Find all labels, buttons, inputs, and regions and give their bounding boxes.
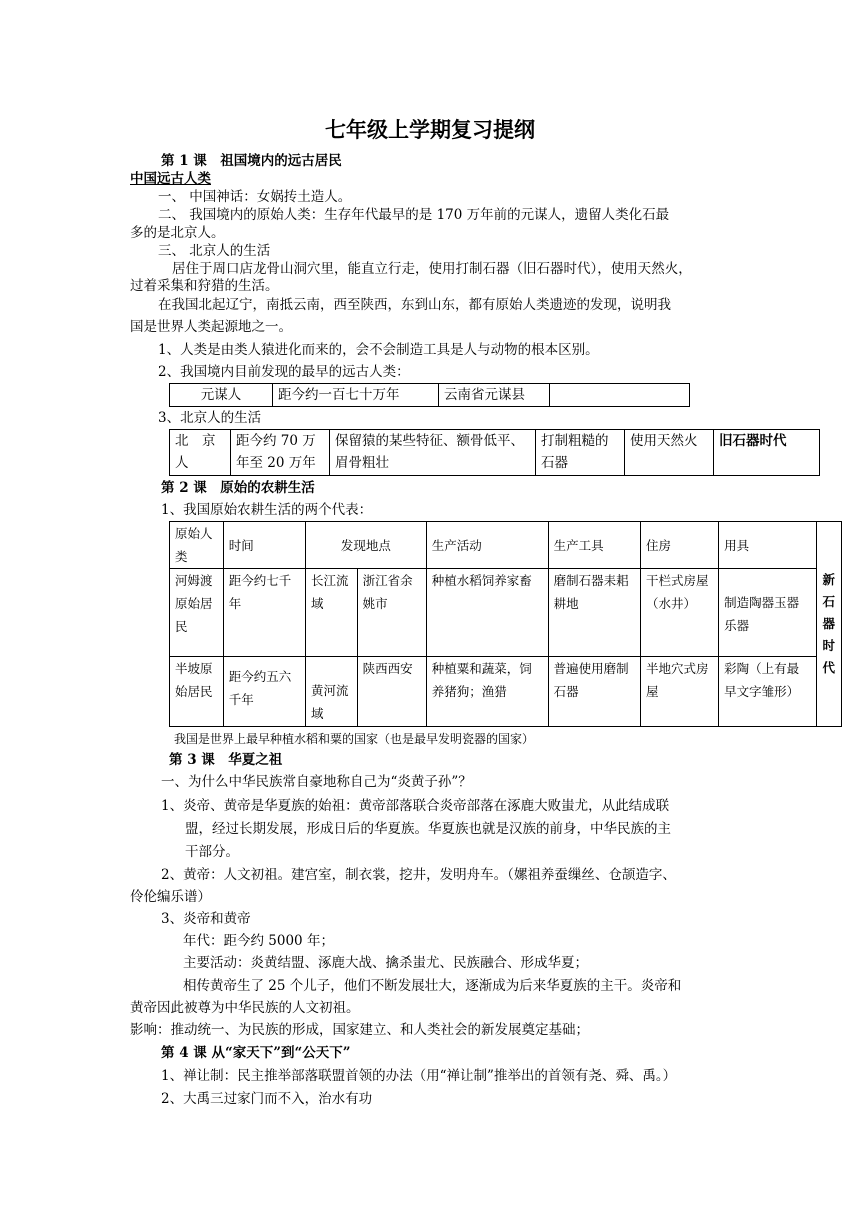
- farming-table: [169, 521, 842, 727]
- paragraph: 三、 北京人的生活: [158, 243, 271, 259]
- lesson1-heading: 第 1 课 祖国境内的远古居民: [161, 153, 342, 169]
- table-header: 住房: [640, 522, 718, 569]
- paragraph: 国是世界人类起源地之一。: [130, 319, 292, 335]
- era-cell: 新石器时代: [816, 522, 841, 727]
- paragraph: 干部分。: [185, 844, 239, 860]
- table-cell: 制造陶器玉器乐器: [719, 569, 816, 657]
- section-subheading: 中国远古人类: [130, 171, 211, 187]
- table-note: 我国是世界上最早种植水稻和粟的国家（也是最早发明瓷器的国家）: [174, 732, 535, 746]
- page-title: 七年级上学期复习提纲: [325, 117, 535, 142]
- paragraph: 一、 中国神话：女娲抟土造人。: [158, 189, 352, 205]
- table-cell: 干栏式房屋（水井）: [640, 569, 718, 657]
- table-cell: 元谋人: [170, 384, 273, 407]
- table-cell: [550, 384, 690, 407]
- table-cell: 黄河流域: [306, 657, 358, 727]
- table-cell: 彩陶（上有最早文字雏形）: [719, 657, 816, 727]
- paragraph: 1、炎帝、黄帝是华夏族的始祖：黄帝部落联合炎帝部落在涿鹿大败蚩尤，从此结成联: [161, 798, 670, 814]
- paragraph: 一、为什么中华民族常自豪地称自己为“炎黄子孙”？: [161, 774, 472, 790]
- table-cell: 浙江省余姚市: [357, 569, 426, 657]
- beijing-man-table: [169, 429, 820, 476]
- table-cell: 距今约 70 万年至 20 万年: [231, 430, 330, 476]
- paragraph: 影响：推动统一、为民族的形成，国家建立、和人类社会的新发展奠定基础；: [130, 1022, 589, 1038]
- lesson2-heading: 第 2 课 原始的农耕生活: [161, 480, 315, 496]
- paragraph: 过着采集和狩猎的生活。: [130, 278, 279, 294]
- table-cell: 北 京人: [170, 430, 231, 476]
- table-cell: 种植水稻饲养家畜: [426, 569, 548, 657]
- table-cell: 种植粟和蔬菜，饲养猪狗；渔猎: [426, 657, 548, 727]
- paragraph: 2、黄帝：人文初祖。建宫室，制衣裳，挖井，发明舟车。（嫘祖养蚕缫丝、仓颉造字、: [161, 867, 676, 883]
- table-cell: 半地穴式房屋: [640, 657, 718, 727]
- paragraph: 2、我国境内目前发现的最早的远古人类：: [158, 364, 410, 380]
- paragraph: 居住于周口店龙骨山洞穴里，能直立行走，使用打制石器（旧石器时代），使用天然火，: [172, 261, 692, 277]
- table-cell: 距今约五六千年: [223, 657, 305, 727]
- table-cell: 普遍使用磨制石器: [548, 657, 640, 727]
- paragraph: 3、北京人的生活: [158, 410, 262, 426]
- table-cell: 旧石器时代: [714, 430, 820, 476]
- paragraph: 二、 我国境内的原始人类：生存年代最早的是 170 万年前的元谋人，遗留人类化石最: [158, 207, 670, 223]
- table-cell: 陕西西安: [357, 657, 426, 727]
- lesson3-heading: 第 3 课 华夏之祖: [169, 752, 283, 768]
- paragraph: 主要活动：炎黄结盟、涿鹿大战、擒杀蚩尤、民族融合、形成华夏；: [183, 955, 588, 971]
- paragraph: 在我国北起辽宁，南抵云南，西至陕西，东到山东，都有原始人类遗迹的发现，说明我: [158, 297, 671, 313]
- table-cell: 云南省元谋县: [439, 384, 550, 407]
- paragraph: 黄帝因此被尊为中华民族的人文初祖。: [130, 1000, 360, 1016]
- table-header: 发现地点: [306, 522, 427, 569]
- paragraph: 伶伦编乐谱）: [130, 889, 211, 905]
- table-header: 生产活动: [426, 522, 548, 569]
- paragraph: 盟，经过长期发展，形成日后的华夏族。华夏族也就是汉族的前身，中华民族的主: [185, 821, 671, 837]
- table-header: 时间: [223, 522, 305, 569]
- table-cell: 距今约一百七十万年: [273, 384, 439, 407]
- table-cell: 打制粗糙的石器: [536, 430, 625, 476]
- table-cell: 使用天然火: [625, 430, 714, 476]
- table-header: 生产工具: [548, 522, 640, 569]
- table-cell: 河姆渡原始居民: [170, 569, 224, 657]
- table-cell: 半坡原始居民: [170, 657, 224, 727]
- lesson4-heading: 第 4 课 从“家天下”到“公天下”: [161, 1045, 351, 1061]
- paragraph: 1、我国原始农耕生活的两个代表：: [161, 502, 373, 518]
- yuanmou-table: [169, 383, 690, 407]
- paragraph: 年代：距今约 5000 年；: [183, 933, 334, 949]
- paragraph: 2、大禹三过家门而不入，治水有功: [161, 1091, 373, 1107]
- paragraph: 1、人类是由类人猿进化而来的，会不会制造工具是人与动物的根本区别。: [158, 342, 599, 358]
- paragraph: 相传黄帝生了 25 个儿子，他们不断发展壮大，逐渐成为后来华夏族的主干。炎帝和: [183, 978, 682, 994]
- table-header: 原始人类: [170, 522, 224, 569]
- table-cell: 长江流域: [306, 569, 358, 657]
- paragraph: 1、禅让制：民主推举部落联盟首领的办法（用“禅让制”推举出的首领有尧、舜、禹。）: [161, 1068, 677, 1084]
- paragraph: 多的是北京人。: [130, 225, 225, 241]
- table-cell: 保留猿的某些特征、额骨低平、眉骨粗壮: [330, 430, 536, 476]
- table-cell: 距今约七千年: [223, 569, 305, 657]
- table-cell: 磨制石器耒耜耕地: [548, 569, 640, 657]
- paragraph: 3、炎帝和黄帝: [161, 911, 251, 927]
- table-header: 用具: [719, 522, 816, 569]
